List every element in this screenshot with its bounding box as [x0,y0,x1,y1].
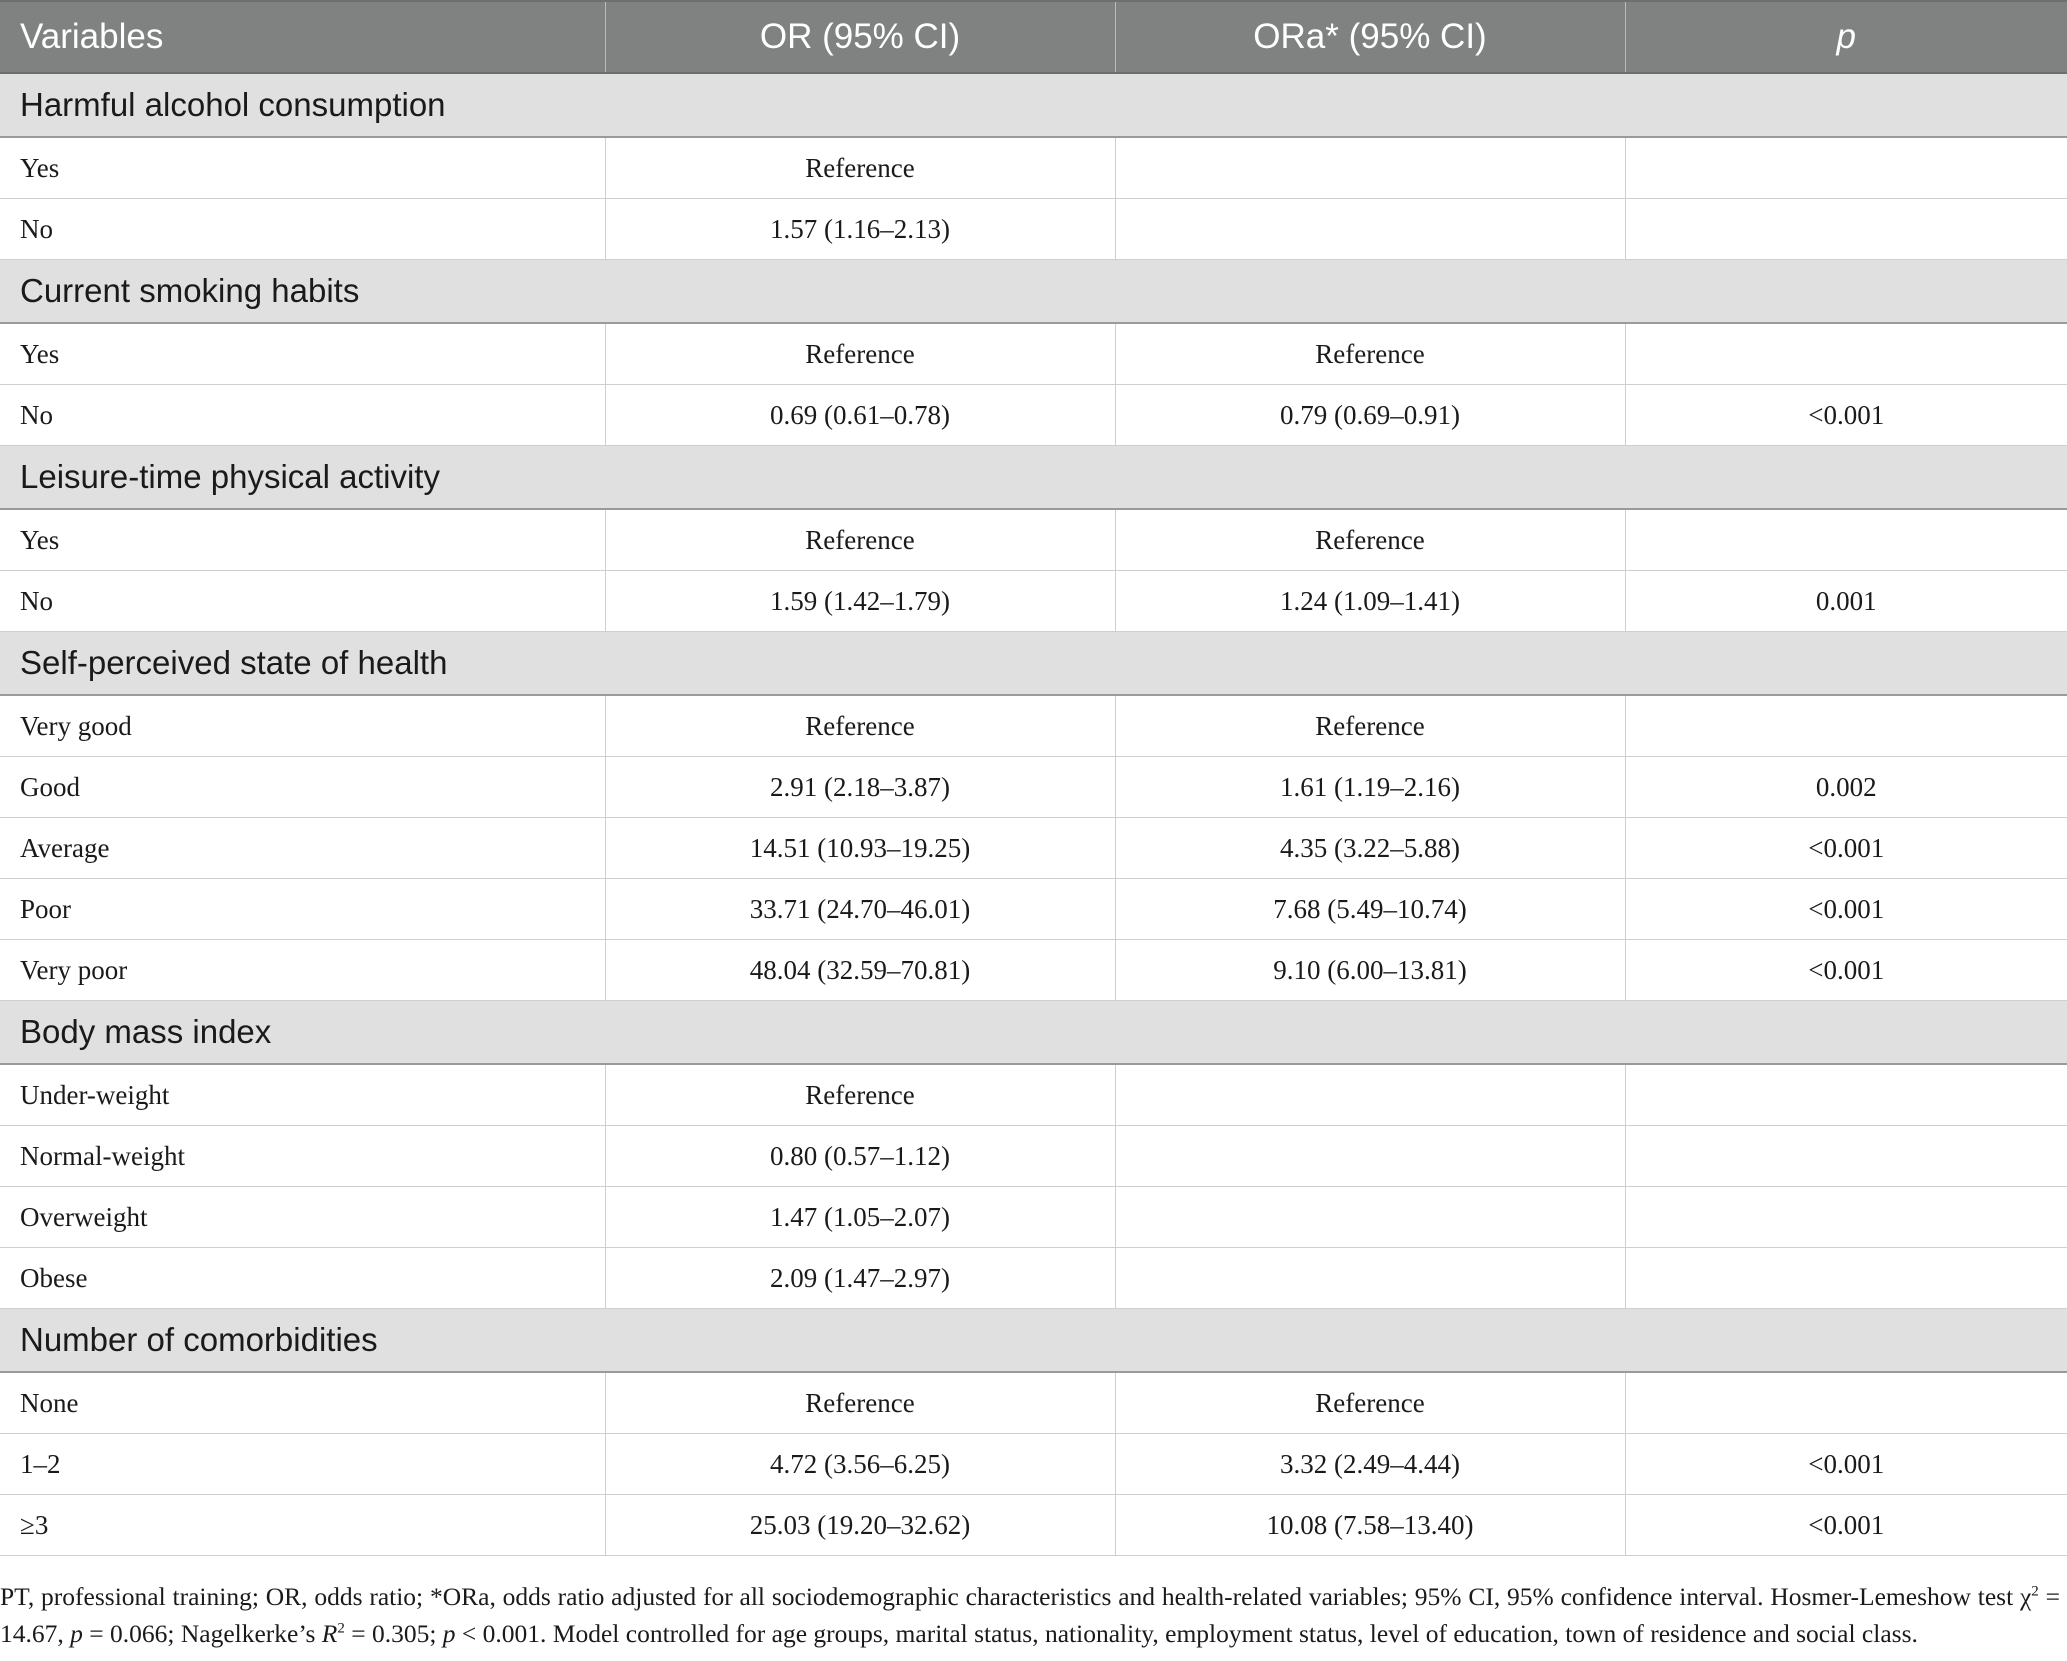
or-cell: Reference [605,137,1115,199]
ora-cell: Reference [1115,1372,1625,1434]
or-cell: 2.09 (1.47–2.97) [605,1248,1115,1309]
section-row [0,1309,2067,1373]
ora-cell: 1.24 (1.09–1.41) [1115,571,1625,632]
footnote-text-2: = 14.67, [0,1582,2060,1648]
table-row [0,1434,2067,1495]
row-label-cell: Yes [0,323,605,385]
p-value-cell: <0.001 [1625,1495,2067,1556]
ora-cell [1115,1064,1625,1126]
table-row [0,137,2067,199]
p-value-cell [1625,695,2067,757]
section-title: Body mass index [0,1001,2067,1065]
table-body [0,73,2067,1556]
row-label-cell: Average [0,818,605,879]
ora-cell [1115,1126,1625,1187]
table-row [0,695,2067,757]
row-label-cell: Overweight [0,1187,605,1248]
row-label-cell: 1–2 [0,1434,605,1495]
header-p-label: p [1836,17,1856,56]
header-or: OR (95% CI) [605,1,1115,73]
footnote-sup-2: 2 [337,1620,345,1637]
row-label-cell: Poor [0,879,605,940]
header-variables: Variables [0,1,605,73]
footnote-text-5: < 0.001. Model controlled for age groups, marital status, nationality, employment status, level of education, town of residence and social class. [455,1619,1918,1648]
or-cell: 1.59 (1.42–1.79) [605,571,1115,632]
ora-cell: 3.32 (2.49–4.44) [1115,1434,1625,1495]
table-row [0,1372,2067,1434]
row-label-cell: ≥3 [0,1495,605,1556]
ora-cell: 1.61 (1.19–2.16) [1115,757,1625,818]
section-title: Current smoking habits [0,260,2067,324]
table-row [0,1495,2067,1556]
section-title: Number of comorbidities [0,1309,2067,1373]
ora-cell: 9.10 (6.00–13.81) [1115,940,1625,1001]
row-label-cell: Very good [0,695,605,757]
section-title: Harmful alcohol consumption [0,73,2067,137]
or-cell: Reference [605,509,1115,571]
table-header [0,1,2067,73]
section-title: Leisure-time physical activity [0,446,2067,510]
table-footnote [0,1578,2060,1652]
ora-cell [1115,137,1625,199]
or-cell: 14.51 (10.93–19.25) [605,818,1115,879]
table-row [0,199,2067,260]
or-cell: Reference [605,1372,1115,1434]
or-cell: Reference [605,323,1115,385]
or-cell: Reference [605,695,1115,757]
footnote-text-3: = 0.066; Nagelkerke’s [82,1619,322,1648]
ora-cell: 0.79 (0.69–0.91) [1115,385,1625,446]
p-value-cell [1625,1248,2067,1309]
table-row [0,385,2067,446]
or-cell: 25.03 (19.20–32.62) [605,1495,1115,1556]
row-label-cell: Under-weight [0,1064,605,1126]
header-row [0,1,2067,73]
ora-cell [1115,199,1625,260]
footnote-r: R [321,1619,338,1648]
p-value-cell [1625,1372,2067,1434]
table-row [0,879,2067,940]
or-cell: 0.69 (0.61–0.78) [605,385,1115,446]
ora-cell: 4.35 (3.22–5.88) [1115,818,1625,879]
row-label-cell: Very poor [0,940,605,1001]
table-row [0,1126,2067,1187]
or-cell: 33.71 (24.70–46.01) [605,879,1115,940]
row-label-cell: Yes [0,509,605,571]
p-value-cell: <0.001 [1625,879,2067,940]
header-p [1625,1,2067,73]
ora-cell: Reference [1115,509,1625,571]
row-label-cell: None [0,1372,605,1434]
ora-cell: Reference [1115,695,1625,757]
row-label-cell: No [0,571,605,632]
section-row [0,260,2067,324]
section-row [0,632,2067,696]
footnote-text-1: PT, professional training; OR, odds ratio; *ORa, odds ratio adjusted for all sociodemographic characteristics and health-related variables; 95% CI, 95% confidence interval. Hosmer-Lemeshow test χ [0,1582,2032,1611]
p-value-cell [1625,199,2067,260]
p-value-cell: <0.001 [1625,940,2067,1001]
or-cell: 2.91 (2.18–3.87) [605,757,1115,818]
table-row [0,940,2067,1001]
table-row [0,1187,2067,1248]
footnote-sup-1: 2 [2031,1583,2039,1600]
row-label-cell: No [0,385,605,446]
section-title: Self-perceived state of health [0,632,2067,696]
table-row [0,571,2067,632]
ora-cell: Reference [1115,323,1625,385]
p-value-cell: <0.001 [1625,1434,2067,1495]
ora-cell [1115,1248,1625,1309]
or-cell: Reference [605,1064,1115,1126]
header-ora: ORa* (95% CI) [1115,1,1625,73]
table-row [0,509,2067,571]
row-label-cell: Good [0,757,605,818]
or-cell: 48.04 (32.59–70.81) [605,940,1115,1001]
table-row [0,818,2067,879]
p-value-cell [1625,1126,2067,1187]
p-value-cell: <0.001 [1625,385,2067,446]
or-cell: 0.80 (0.57–1.12) [605,1126,1115,1187]
p-value-cell [1625,509,2067,571]
table-row [0,1248,2067,1309]
section-row [0,73,2067,137]
or-cell: 1.47 (1.05–2.07) [605,1187,1115,1248]
row-label-cell: Obese [0,1248,605,1309]
p-value-cell [1625,1064,2067,1126]
footnote-p-1: p [70,1619,83,1648]
section-row [0,446,2067,510]
p-value-cell [1625,323,2067,385]
or-cell: 4.72 (3.56–6.25) [605,1434,1115,1495]
row-label-cell: Yes [0,137,605,199]
ora-cell: 7.68 (5.49–10.74) [1115,879,1625,940]
ora-cell [1115,1187,1625,1248]
or-cell: 1.57 (1.16–2.13) [605,199,1115,260]
table-row [0,323,2067,385]
table-row [0,757,2067,818]
row-label-cell: Normal-weight [0,1126,605,1187]
p-value-cell: 0.001 [1625,571,2067,632]
footnote-p-2: p [442,1619,456,1648]
p-value-cell: 0.002 [1625,757,2067,818]
p-value-cell [1625,137,2067,199]
footnote-text-4: = 0.305; [344,1619,443,1648]
p-value-cell: <0.001 [1625,818,2067,879]
table-row [0,1064,2067,1126]
section-row [0,1001,2067,1065]
ora-cell: 10.08 (7.58–13.40) [1115,1495,1625,1556]
row-label-cell: No [0,199,605,260]
p-value-cell [1625,1187,2067,1248]
